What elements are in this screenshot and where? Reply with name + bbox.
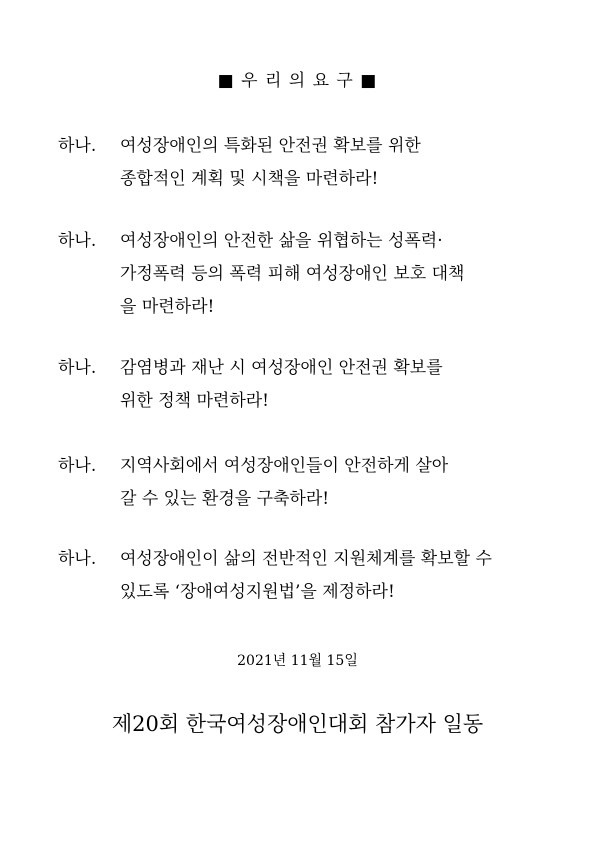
demand-item-2	[58, 225, 558, 324]
demand-item-5	[58, 543, 558, 609]
demand-line-continued: 위한 정책 마련하라!	[120, 391, 270, 411]
demand-line-continued: 을 마련하라!	[120, 297, 215, 317]
demand-prefix: 하나.	[58, 549, 97, 569]
demand-prefix: 하나.	[58, 456, 97, 476]
demand-line	[58, 225, 558, 258]
demand-prefix: 하나.	[58, 136, 97, 156]
document-date: 2021년 11월 15일	[237, 653, 358, 669]
demand-line	[58, 450, 558, 483]
demand-text: 감염병과 재난 시 여성장애인 안전권 확보를	[120, 358, 443, 378]
document-signature: 제20회 한국여성장애인대회 참가자 일동	[111, 712, 484, 736]
demand-text: 여성장애인이 삶의 전반적인 지원체계를 확보할 수	[120, 549, 492, 569]
demand-line	[58, 543, 558, 576]
demand-line-continued: 가정폭력 등의 폭력 피해 여성장애인 보호 대책	[120, 264, 465, 284]
document-title: ■ 우 리 의 요 구 ■	[217, 71, 378, 91]
demand-line-continued: 있도록 ‘장애여성지원법’을 제정하라!	[120, 582, 395, 602]
demand-text: 지역사회에서 여성장애인들이 안전하게 살아	[120, 456, 449, 476]
demand-item-3	[58, 352, 558, 418]
demand-text: 여성장애인의 특화된 안전권 확보를 위한	[120, 136, 421, 156]
demand-text: 여성장애인의 안전한 삶을 위협하는 성폭력·	[120, 231, 443, 251]
demand-prefix: 하나.	[58, 231, 97, 251]
demand-item-1	[58, 130, 558, 196]
demand-line	[58, 130, 558, 163]
demand-line-continued: 종합적인 계획 및 시책을 마련하라!	[120, 169, 379, 189]
demand-prefix: 하나.	[58, 358, 97, 378]
demand-line	[58, 352, 558, 385]
demand-line-continued: 갈 수 있는 환경을 구축하라!	[120, 489, 330, 509]
demand-item-4	[58, 450, 558, 516]
